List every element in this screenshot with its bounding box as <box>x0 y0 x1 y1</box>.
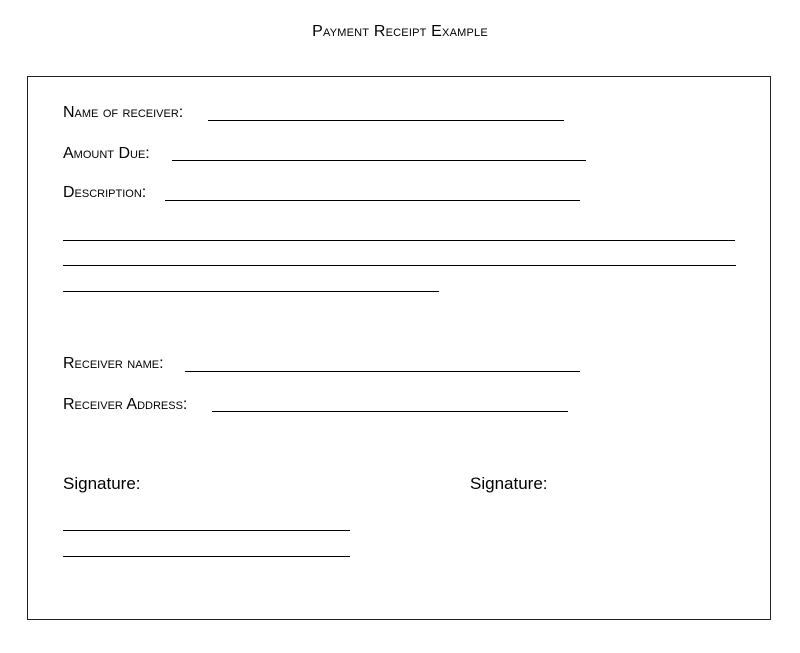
receiver-name-line[interactable] <box>185 371 580 372</box>
amount-due-label: Amount Due: <box>63 145 150 162</box>
description-label: Description: <box>63 184 147 201</box>
name-of-receiver-label: Name of receiver: <box>63 104 184 121</box>
amount-due-line[interactable] <box>172 160 586 161</box>
signature-right-label: Signature: <box>470 474 548 493</box>
signature-left-label: Signature: <box>63 474 141 493</box>
receiver-address-line[interactable] <box>212 411 568 412</box>
description-line-3[interactable] <box>63 265 736 266</box>
signature-line-2[interactable] <box>63 556 350 557</box>
receiver-name-label: Receiver name: <box>63 355 164 372</box>
name-of-receiver-line[interactable] <box>208 120 564 121</box>
description-line-2[interactable] <box>63 240 735 241</box>
description-line[interactable] <box>165 200 580 201</box>
receiver-address-label: Receiver Address: <box>63 396 188 413</box>
document-title: Payment Receipt Example <box>312 23 488 40</box>
description-line-4[interactable] <box>63 291 439 292</box>
signature-line-1[interactable] <box>63 530 350 531</box>
